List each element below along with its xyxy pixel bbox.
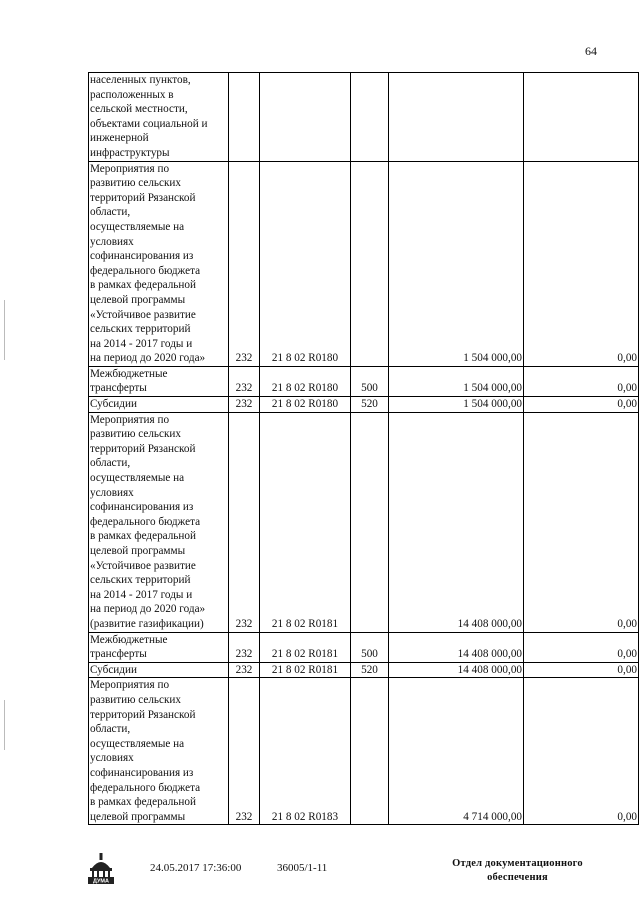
table-row <box>89 412 639 632</box>
table-body <box>89 73 639 825</box>
table-row <box>89 678 639 825</box>
cell-amount-2: 0,00 <box>524 366 639 396</box>
cell-csr: 21 8 02 R0181 <box>260 632 351 662</box>
logo-text: ДУМА <box>93 878 109 885</box>
table-row <box>89 397 639 413</box>
footer-department: Отдел документационного обеспечения <box>452 858 583 883</box>
cell-name: населенных пунктов, расположенных в сельской местности, объектами социальной и инженерной инфраструктуры <box>89 73 229 162</box>
cell-amount-1: 4 714 000,00 <box>389 678 524 825</box>
cell-amount-2 <box>524 73 639 162</box>
cell-vr <box>351 678 389 825</box>
table-row <box>89 366 639 396</box>
cell-ved: 232 <box>229 678 260 825</box>
cell-ved: 232 <box>229 662 260 678</box>
cell-vr: 520 <box>351 397 389 413</box>
footer-code: 36005/1-11 <box>277 862 328 874</box>
table-row <box>89 632 639 662</box>
page-number: 64 <box>585 44 597 58</box>
cell-csr: 21 8 02 R0180 <box>260 366 351 396</box>
footer-date: 24.05.2017 17:36:00 <box>150 862 242 874</box>
scan-edge-mark <box>4 700 5 750</box>
cell-vr <box>351 412 389 632</box>
cell-amount-1 <box>389 73 524 162</box>
cell-name: Субсидии <box>89 397 229 413</box>
cell-ved: 232 <box>229 632 260 662</box>
cell-name: Субсидии <box>89 662 229 678</box>
cell-csr <box>260 73 351 162</box>
cell-csr: 21 8 02 R0181 <box>260 662 351 678</box>
cell-amount-2: 0,00 <box>524 678 639 825</box>
cell-ved: 232 <box>229 366 260 396</box>
cell-vr <box>351 161 389 366</box>
cell-csr: 21 8 02 R0181 <box>260 412 351 632</box>
table-row <box>89 73 639 162</box>
table-row <box>89 161 639 366</box>
cell-amount-2: 0,00 <box>524 662 639 678</box>
cell-name: Межбюджетные трансферты <box>89 366 229 396</box>
cell-vr: 520 <box>351 662 389 678</box>
cell-name: Мероприятия по развитию сельских территорий Рязанской области, осуществляемые на условиях софинансирования из федерального бюджета в рамках федеральной целевой программы «Устойчивое развитие сельских территорий на 2014 - 2017 годы и на период до 2020 года» (развитие газификации) <box>89 412 229 632</box>
table-row <box>89 662 639 678</box>
cell-amount-2: 0,00 <box>524 412 639 632</box>
cell-amount-2: 0,00 <box>524 632 639 662</box>
scan-edge-mark <box>4 300 5 360</box>
cell-amount-1: 14 408 000,00 <box>389 412 524 632</box>
cell-vr <box>351 73 389 162</box>
cell-vr: 500 <box>351 366 389 396</box>
cell-amount-2: 0,00 <box>524 161 639 366</box>
cell-csr: 21 8 02 R0183 <box>260 678 351 825</box>
cell-name: Мероприятия по развитию сельских территорий Рязанской области, осуществляемые на условиях софинансирования из федерального бюджета в рамках федеральной целевой программы «Устойчивое развитие сельских территорий на 2014 - 2017 годы и на период до 2020 года» <box>89 161 229 366</box>
cell-amount-1: 14 408 000,00 <box>389 632 524 662</box>
cell-amount-2: 0,00 <box>524 397 639 413</box>
cell-csr: 21 8 02 R0180 <box>260 397 351 413</box>
cell-amount-1: 1 504 000,00 <box>389 397 524 413</box>
budget-table <box>88 72 639 825</box>
cell-csr: 21 8 02 R0180 <box>260 161 351 366</box>
cell-ved: 232 <box>229 397 260 413</box>
cell-vr: 500 <box>351 632 389 662</box>
cell-amount-1: 1 504 000,00 <box>389 366 524 396</box>
cell-ved: 232 <box>229 412 260 632</box>
cell-amount-1: 14 408 000,00 <box>389 662 524 678</box>
cell-name: Межбюджетные трансферты <box>89 632 229 662</box>
duma-emblem-icon <box>86 852 116 886</box>
cell-name: Мероприятия по развитию сельских территорий Рязанской области, осуществляемые на условиях софинансирования из федерального бюджета в рамках федеральной целевой программы <box>89 678 229 825</box>
cell-amount-1: 1 504 000,00 <box>389 161 524 366</box>
cell-ved <box>229 73 260 162</box>
cell-ved: 232 <box>229 161 260 366</box>
